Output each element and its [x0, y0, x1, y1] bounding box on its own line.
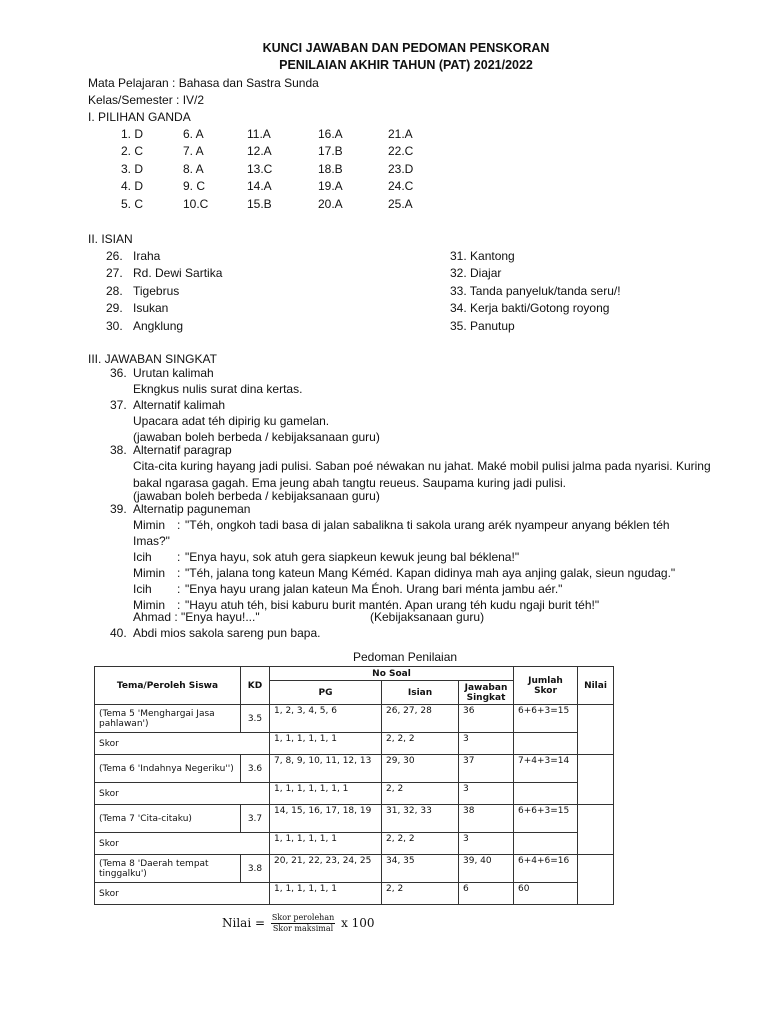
dialog-speaker: Mimin [133, 598, 165, 612]
pg-answer: 6. A [183, 127, 204, 141]
pg-answer: 17.B [318, 144, 343, 159]
isian-cell: 29, 30 [382, 755, 459, 783]
skor-pg-cell: 1, 1, 1, 1, 1, 1, 1 [270, 783, 382, 805]
js-cell: 39, 40 [459, 855, 514, 883]
isian-number: 30. [106, 318, 123, 333]
skor-isian-cell: 2, 2 [382, 883, 459, 905]
q38-number: 38. [110, 443, 127, 457]
q40-number: 40. [110, 626, 127, 640]
js-cell: 38 [459, 805, 514, 833]
dialog-line: "Téh, ongkoh tadi basa di jalan sabalikna ti sakola urang arék nyampeur anyang béklen téh [185, 518, 670, 532]
skor-js-cell: 3 [459, 833, 514, 855]
pg-answer: 4. D [121, 179, 144, 194]
table-row-skor [95, 883, 614, 905]
jumlah-cell: 6+6+3=15 [514, 705, 578, 733]
col-kd: KD [241, 667, 270, 705]
dialog-line-continuation: Imas?" [133, 534, 170, 548]
tema-cell: (Tema 5 'Menghargai Jasa pahlawan') [95, 705, 241, 733]
pg-cell: 20, 21, 22, 23, 24, 25 [270, 855, 382, 883]
formula-numerator: Skor perolehan [271, 913, 335, 922]
skor-jumlah-cell [514, 733, 578, 755]
q39-number: 39. [110, 502, 127, 516]
pg-answer: 10.C [183, 196, 209, 211]
pg-cell: 1, 2, 3, 4, 5, 6 [270, 705, 382, 733]
skor-js-cell: 3 [459, 783, 514, 805]
js-cell: 37 [459, 755, 514, 783]
q37-answer: Upacara adat téh dipirig ku gamelan. [133, 414, 330, 428]
skor-pg-cell: 1, 1, 1, 1, 1, 1 [270, 833, 382, 855]
skor-pg-cell: 1, 1, 1, 1, 1, 1 [270, 733, 382, 755]
pg-cell: 14, 15, 16, 17, 18, 19 [270, 805, 382, 833]
pg-cell: 7, 8, 9, 10, 11, 12, 13 [270, 755, 382, 783]
isian-number: 26. [106, 249, 123, 263]
kd-cell: 3.5 [241, 705, 270, 733]
dialog-line: "Enya hayu, sok atuh gera siapkeun kewuk jeung bal béklena!" [185, 550, 520, 564]
pg-answer: 23.D [388, 161, 414, 176]
formula-lhs: Nilai = [222, 916, 266, 930]
q40-answer: Abdi mios sakola sareng pun bapa. [133, 626, 321, 640]
pg-answer: 21.A [388, 127, 413, 141]
section-isian-heading: II. ISIAN [88, 232, 133, 246]
skor-isian-cell: 2, 2, 2 [382, 833, 459, 855]
pg-answer: 7. A [183, 144, 204, 159]
skor-jumlah-cell: 60 [514, 883, 578, 905]
pg-answer: 20.A [318, 196, 343, 211]
table-row [95, 755, 614, 783]
tema-cell: (Tema 6 'Indahnya Negeriku'') [95, 755, 241, 783]
q36-number: 36. [110, 366, 127, 380]
formula-fraction [271, 913, 335, 934]
dialog-line: "Enya hayu urang jalan kateun Ma Énoh. Urang bari ménta jambu aér." [185, 582, 563, 596]
table-row [95, 705, 614, 733]
pg-answer: 18.B [318, 161, 343, 176]
class-semester-line: Kelas/Semester : IV/2 [88, 93, 205, 107]
pg-answer: 19.A [318, 179, 343, 194]
isian-answer: Angklung [133, 318, 184, 333]
dialog-speaker: Mimin [133, 518, 165, 532]
nilai-formula [222, 913, 375, 934]
pg-answer: 5. C [121, 196, 144, 211]
tema-cell: (Tema 8 'Daerah tempat tinggalku') [95, 855, 241, 883]
formula-denominator: Skor maksimal [272, 924, 334, 933]
pg-answer: 9. C [183, 179, 206, 194]
jumlah-cell: 6+6+3=15 [514, 805, 578, 833]
isian-cell: 31, 32, 33 [382, 805, 459, 833]
pg-answer: 13.C [247, 161, 273, 176]
q37-note: (jawaban boleh berbeda / kebijaksanaan guru) [133, 430, 380, 444]
pg-answer: 3. D [121, 161, 144, 176]
table-row-skor [95, 833, 614, 855]
kd-cell: 3.7 [241, 805, 270, 833]
table-row [95, 805, 614, 833]
table-row-skor [95, 783, 614, 805]
skor-label: Skor [95, 733, 270, 755]
nilai-cell [578, 855, 614, 905]
isian-number: 28. [106, 283, 123, 298]
skor-pg-cell: 1, 1, 1, 1, 1, 1 [270, 883, 382, 905]
dialog-separator: : [177, 582, 181, 596]
pg-answer: 12.A [247, 144, 272, 159]
pedoman-table [94, 666, 614, 905]
q38-note: (jawaban boleh berbeda / kebijaksanaan guru) [133, 489, 380, 503]
pg-answer: 1. D [121, 127, 144, 141]
isian-answer: Rd. Dewi Sartika [133, 266, 223, 281]
pg-answer: 8. A [183, 161, 204, 176]
dialog-line: "Hayu atuh téh, bisi kaburu burit mantén. Apan urang téh kudu ngaji burit téh!" [185, 598, 600, 612]
q38-label: Alternatif paragrap [133, 443, 232, 457]
formula-rhs: x 100 [341, 916, 375, 930]
q36-label: Urutan kalimah [133, 366, 214, 380]
skor-isian-cell: 2, 2 [382, 783, 459, 805]
document-title: KUNCI JAWABAN DAN PEDOMAN PENSKORAN [262, 41, 550, 55]
skor-label: Skor [95, 833, 270, 855]
q36-answer: Ekngkus nulis surat dina kertas. [133, 382, 303, 396]
dialog-separator: : [177, 550, 181, 564]
q39-last-note: (Kebijaksanaan guru) [370, 610, 485, 624]
pg-answer: 2. C [121, 144, 144, 159]
kd-cell: 3.6 [241, 755, 270, 783]
nilai-cell [578, 755, 614, 805]
isian-answer: 33. Tanda panyeluk/tanda seru/! [450, 283, 621, 298]
kd-cell: 3.8 [241, 855, 270, 883]
isian-answer: 32. Diajar [450, 266, 502, 281]
dialog-speaker: Mimin [133, 566, 165, 580]
col-isian: Isian [382, 681, 459, 705]
section-jawaban-singkat-heading: III. JAWABAN SINGKAT [88, 352, 217, 366]
q38-paragraph: Cita-cita kuring hayang jadi pulisi. Saban poé néwakan nu jahat. Maké mobil pulisi jalma pada nyarisi. Kuring bakal ngarasa gagah. Ema jeung abah tangtu reueus. Saupama kuring jadi pulisi. [133, 459, 711, 491]
dialog-separator: : [177, 518, 181, 532]
isian-number: 29. [106, 301, 123, 316]
jumlah-cell: 6+4+6=16 [514, 855, 578, 883]
dialog-separator: : [177, 598, 181, 612]
isian-answer: 31. Kantong [450, 249, 515, 263]
isian-answer: 35. Panutup [450, 318, 515, 333]
skor-js-cell: 3 [459, 733, 514, 755]
pg-answer: 16.A [318, 127, 343, 141]
isian-answer: Iraha [133, 249, 161, 263]
col-pg: PG [270, 681, 382, 705]
col-nosoal: No Soal [270, 667, 514, 681]
dialog-separator: : [177, 566, 181, 580]
pg-answer: 11.A [247, 127, 271, 141]
jumlah-cell: 7+4+3=14 [514, 755, 578, 783]
pedoman-title: Pedoman Penilaian [353, 650, 458, 664]
tema-cell: (Tema 7 'Cita-citaku) [95, 805, 241, 833]
isian-answer: Isukan [133, 301, 169, 316]
skor-jumlah-cell [514, 833, 578, 855]
skor-isian-cell: 2, 2, 2 [382, 733, 459, 755]
isian-number: 27. [106, 266, 123, 281]
nilai-cell [578, 805, 614, 855]
section-pilihan-ganda-heading: I. PILIHAN GANDA [88, 110, 191, 124]
col-tema: Tema/Peroleh Siswa [95, 667, 241, 705]
isian-answer: 34. Kerja bakti/Gotong royong [450, 301, 610, 316]
dialog-speaker: Icih [133, 582, 152, 596]
col-jumlah: Jumlah Skor [514, 667, 578, 705]
q37-label: Alternatif kalimah [133, 398, 226, 412]
skor-jumlah-cell [514, 783, 578, 805]
nilai-cell [578, 705, 614, 755]
pg-answer: 15.B [247, 196, 272, 211]
isian-answer: Tigebrus [133, 283, 180, 298]
table-row [95, 855, 614, 883]
q37-number: 37. [110, 398, 127, 412]
pg-answer: 14.A [247, 179, 272, 194]
q39-label: Alternatip paguneman [133, 502, 251, 516]
isian-cell: 34, 35 [382, 855, 459, 883]
col-jawaban-singkat: Jawaban Singkat [459, 681, 514, 705]
subject-line: Mata Pelajaran : Bahasa dan Sastra Sunda [88, 76, 319, 90]
js-cell: 36 [459, 705, 514, 733]
pg-answer: 22.C [388, 144, 414, 159]
skor-label: Skor [95, 783, 270, 805]
dialog-line: "Téh, jalana tong kateun Mang Kéméd. Kapan didinya mah aya anjing galak, sieun ngudag." [185, 566, 676, 580]
document-subtitle: PENILAIAN AKHIR TAHUN (PAT) 2021/2022 [279, 58, 533, 72]
isian-cell: 26, 27, 28 [382, 705, 459, 733]
skor-label: Skor [95, 883, 270, 905]
skor-js-cell: 6 [459, 883, 514, 905]
pg-answer: 25.A [388, 196, 413, 211]
col-nilai: Nilai [578, 667, 614, 705]
q39-last-line: Ahmad : "Enya hayu!..." [133, 610, 260, 624]
dialog-speaker: Icih [133, 550, 152, 564]
pg-answer: 24.C [388, 179, 414, 194]
table-row-skor [95, 733, 614, 755]
